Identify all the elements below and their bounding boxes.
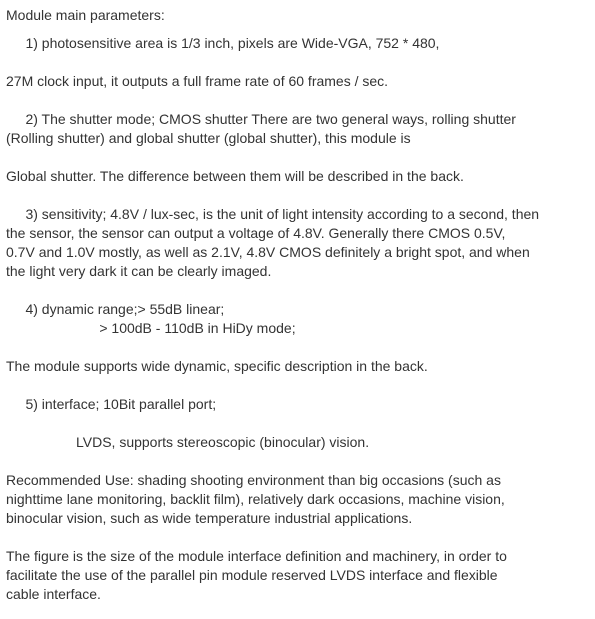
- param-sensitivity-line-1: 3) sensitivity; 4.8V / lux-sec, is the unit of light intensity according to a second, then: [6, 206, 540, 222]
- document-heading: Module main parameters:: [6, 7, 165, 23]
- recommended-use-line-1: Recommended Use: shading shooting environment than big occasions (such as: [6, 472, 501, 488]
- spacer: [6, 91, 591, 110]
- recommended-use-line-2: nighttime lane monitoring, backlit film), relatively dark occasions, machine vision,: [6, 491, 505, 507]
- spacer: [6, 376, 591, 395]
- figure-note-line-2: facilitate the use of the parallel pin module reserved LVDS interface and flexible: [6, 567, 498, 583]
- param-lvds: LVDS, supports stereoscopic (binocular) vision.: [6, 434, 370, 450]
- document-body: [6, 6, 591, 604]
- param-dynamic-range-line-2: > 100dB - 110dB in HiDy mode;: [6, 320, 296, 336]
- spacer: [6, 528, 591, 547]
- param-dynamic-note: The module supports wide dynamic, specific description in the back.: [6, 358, 428, 374]
- recommended-use-line-3: binocular vision, such as wide temperature industrial applications.: [6, 510, 413, 526]
- param-dynamic-range-line-1: 4) dynamic range;> 55dB linear;: [6, 301, 225, 317]
- figure-note-line-1: The figure is the size of the module interface definition and machinery, in order to: [6, 548, 507, 564]
- param-sensitivity-line-3: 0.7V and 1.0V mostly, as well as 2.1V, 4.8V CMOS definitely a bright spot, and when: [6, 244, 530, 260]
- param-shutter-line-1: 2) The shutter mode; CMOS shutter There are two general ways, rolling shutter: [6, 111, 516, 127]
- spacer: [6, 186, 591, 205]
- param-sensitivity-line-4: the light very dark it can be clearly imaged.: [6, 263, 272, 279]
- spacer: [6, 338, 591, 357]
- param-interface: 5) interface; 10Bit parallel port;: [6, 396, 217, 412]
- spacer: [6, 281, 591, 300]
- param-sensitivity-line-2: the sensor, the sensor can output a voltage of 4.8V. Generally there CMOS 0.5V,: [6, 225, 506, 241]
- spacer: [6, 25, 591, 34]
- spacer: [6, 53, 591, 72]
- figure-note-line-3: cable interface.: [6, 586, 101, 602]
- spacer: [6, 452, 591, 471]
- param-clock-input: 27M clock input, it outputs a full frame rate of 60 frames / sec.: [6, 73, 389, 89]
- param-shutter-line-2: (Rolling shutter) and global shutter (global shutter), this module is: [6, 130, 411, 146]
- spacer: [6, 148, 591, 167]
- param-shutter-note: Global shutter. The difference between them will be described in the back.: [6, 168, 464, 184]
- param-photosensitive-area: 1) photosensitive area is 1/3 inch, pixels are Wide-VGA, 752 * 480,: [6, 35, 440, 51]
- spacer: [6, 414, 591, 433]
